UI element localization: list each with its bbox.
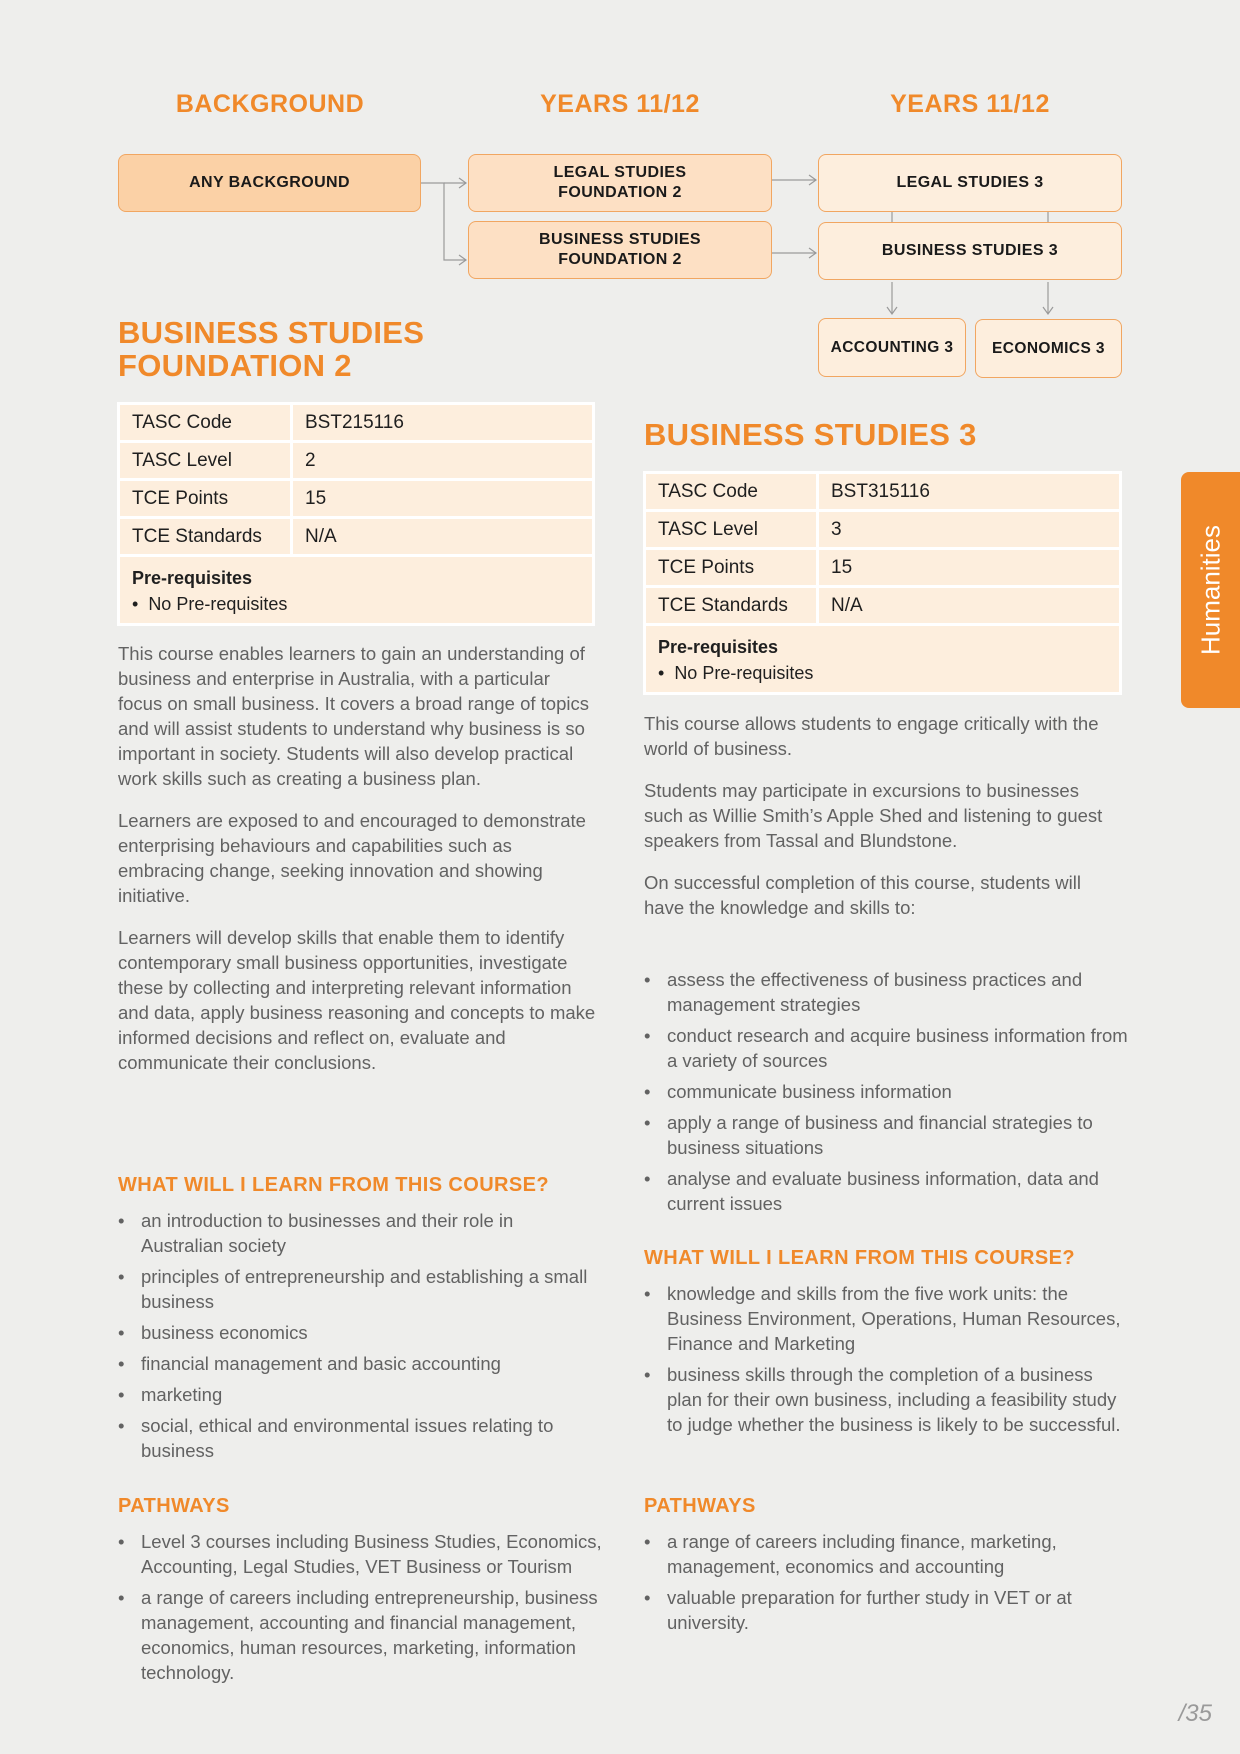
list-item: • communicate business information	[644, 1081, 952, 1102]
page-number-value: 35	[1185, 1700, 1212, 1727]
prereq-item: • No Pre-requisites	[132, 594, 288, 614]
course-title-foundation: BUSINESS STUDIES FOUNDATION 2	[118, 315, 425, 383]
list-item: • knowledge and skills from the five work units: the Business Environment, Operations, Human Resources, Finance and Marketing	[644, 1283, 1121, 1354]
flow-box-business-foundation	[468, 221, 772, 279]
flow-box-label: ANY BACKGROUND	[189, 174, 350, 191]
prereq-heading: Pre-requisites	[132, 568, 253, 588]
info-value: BST215116	[290, 405, 592, 440]
list-item: • business economics	[118, 1322, 308, 1343]
info-key: TCE Standards	[132, 525, 262, 547]
flow-header-years-2: YEARS 11/12	[890, 90, 1050, 118]
flow-box-accounting3	[818, 318, 966, 377]
flow-box-legal3	[818, 154, 1122, 212]
list-item: • a range of careers including entrepreneurship, business management, accounting and financial management, economics, human resources, marketing, information technology.	[118, 1587, 598, 1683]
info-value: 15	[816, 550, 1119, 585]
flow-header-years-1: YEARS 11/12	[540, 90, 700, 118]
prereq-item-text: No Pre-requisites	[674, 663, 814, 683]
pathways-heading-bs3: PATHWAYS	[644, 1495, 756, 1517]
list-item: • assess the effectiveness of business practices and management strategies	[644, 969, 1083, 1015]
prereq-heading: Pre-requisites	[658, 637, 779, 657]
page-number: /35	[1178, 1700, 1212, 1727]
prereq-block	[646, 626, 1119, 692]
info-row	[120, 405, 592, 440]
info-row	[646, 588, 1119, 623]
info-row	[120, 519, 592, 554]
section-tab-humanities	[1181, 472, 1240, 708]
info-key: TCE Points	[132, 487, 229, 509]
info-value: N/A	[816, 588, 1119, 623]
flow-box-legal-foundation	[468, 154, 772, 212]
info-table-bs3	[643, 471, 1122, 695]
flow-box-business3	[818, 222, 1122, 280]
flow-box-label: LEGAL STUDIES FOUNDATION 2	[553, 164, 687, 201]
pathways-list-bs3	[644, 1529, 1128, 1641]
info-value: 15	[290, 481, 592, 516]
description-foundation	[118, 641, 598, 1092]
learn-list-bs3	[644, 1281, 1124, 1443]
pathways-heading-foundation: PATHWAYS	[118, 1495, 230, 1517]
section-tab-label: Humanities	[1195, 524, 1225, 656]
flow-box-any-background	[118, 154, 421, 212]
flow-header-background: BACKGROUND	[175, 90, 365, 118]
info-row	[120, 443, 592, 478]
info-value: 2	[290, 443, 592, 478]
info-row	[646, 512, 1119, 547]
pathways-list-foundation	[118, 1529, 602, 1691]
list-item: • valuable preparation for further study in VET or at university.	[644, 1587, 1072, 1633]
paragraph: Learners will develop skills that enable them to identify contemporary small business opportunities, investigate these by collecting and interpreting relevant information and data, apply business reasoning and concepts to make informed decisions and reflect on, evaluate and communicate their conclusions.	[118, 927, 596, 1073]
info-value: N/A	[290, 519, 592, 554]
flow-box-label: BUSINESS STUDIES 3	[881, 242, 1059, 259]
paragraph: Students may participate in excursions to businesses such as Willie Smith’s Apple Shed and listening to guest speakers from Tassal and Blundstone.	[644, 780, 1103, 851]
list-item: • financial management and basic accounting	[118, 1353, 501, 1374]
skills-list-bs3	[644, 967, 1128, 1222]
learn-list-foundation	[118, 1208, 598, 1469]
flow-box-label: ACCOUNTING 3	[830, 338, 954, 356]
info-value: 3	[816, 512, 1119, 547]
list-item: • principles of entrepreneurship and establishing a small business	[118, 1266, 588, 1312]
flow-box-economics3	[975, 319, 1122, 378]
list-item: • an introduction to businesses and their role in Australian society	[118, 1210, 514, 1256]
learn-heading-foundation: WHAT WILL I LEARN FROM THIS COURSE?	[118, 1174, 550, 1196]
paragraph: On successful completion of this course, students will have the knowledge and skills to:	[644, 872, 1081, 918]
info-key: TASC Code	[658, 480, 758, 502]
info-row	[120, 481, 592, 516]
list-item: • Level 3 courses including Business Studies, Economics, Accounting, Legal Studies, VET Business or Tourism	[118, 1531, 602, 1577]
prereq-item: • No Pre-requisites	[658, 663, 814, 683]
info-key: TASC Code	[132, 411, 232, 433]
info-table-foundation	[117, 402, 595, 626]
paragraph: This course enables learners to gain an understanding of business and enterprise in Australia, with a particular focus on small business. It covers a broad range of topics and will assist students to understand why business is so important in society. Students will also develop practical work skills such as creating a business plan.	[118, 643, 589, 789]
info-key: TCE Standards	[658, 594, 788, 616]
info-key: TCE Points	[658, 556, 755, 578]
info-value: BST315116	[816, 474, 1119, 509]
info-key: TASC Level	[132, 449, 232, 471]
connector-any-to-business	[421, 183, 466, 260]
learn-heading-bs3: WHAT WILL I LEARN FROM THIS COURSE?	[644, 1247, 1076, 1269]
description-bs3	[644, 711, 1114, 937]
flow-box-label: BUSINESS STUDIES FOUNDATION 2	[539, 231, 701, 268]
info-key: TASC Level	[658, 518, 758, 540]
info-row	[646, 550, 1119, 585]
paragraph: This course allows students to engage critically with the world of business.	[644, 713, 1099, 759]
flow-box-label: ECONOMICS 3	[992, 339, 1105, 357]
info-row	[646, 474, 1119, 509]
prereq-block	[120, 557, 592, 623]
paragraph: Learners are exposed to and encouraged to demonstrate enterprising behaviours and capabilities such as embracing change, seeking innovation and showing initiative.	[118, 810, 586, 906]
list-item: • apply a range of business and financial strategies to business situations	[644, 1112, 1093, 1158]
course-title-bs3: BUSINESS STUDIES 3	[644, 417, 977, 452]
flow-box-label: LEGAL STUDIES 3	[896, 174, 1044, 191]
list-item: • social, ethical and environmental issues relating to business	[118, 1415, 554, 1461]
list-item: • marketing	[118, 1384, 223, 1405]
list-item: • a range of careers including finance, marketing, management, economics and accounting	[644, 1531, 1057, 1577]
list-item: • analyse and evaluate business information, data and current issues	[644, 1168, 1099, 1214]
prereq-item-text: No Pre-requisites	[148, 594, 288, 614]
list-item: • business skills through the completion of a business plan for their own business, including a feasibility study to judge whether the business is likely to be successful.	[644, 1364, 1121, 1435]
list-item: • conduct research and acquire business information from a variety of sources	[644, 1025, 1128, 1071]
